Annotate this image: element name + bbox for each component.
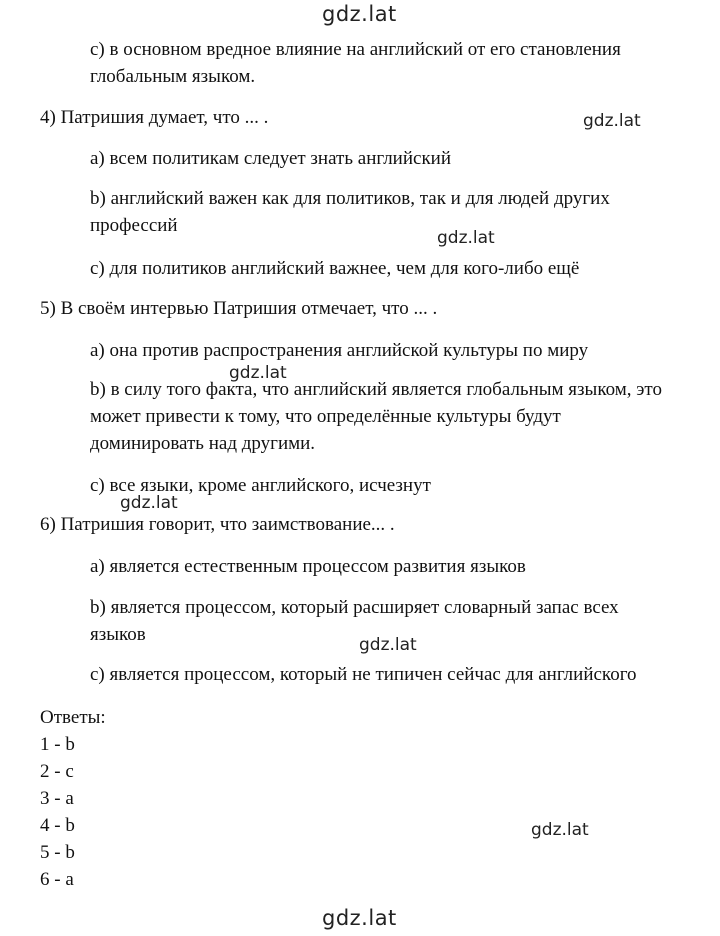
q6-option-b-line1: b) является процессом, который расширяет словарный запас всех — [90, 597, 619, 618]
watermark: gdz.lat — [437, 228, 495, 248]
answer-item: 6 - a — [40, 869, 74, 890]
answer-item: 3 - a — [40, 788, 74, 809]
answer-item: 4 - b — [40, 815, 75, 836]
watermark: gdz.lat — [322, 906, 397, 930]
q3-option-c-line1: c) в основном вредное влияние на английский от его становления — [90, 39, 621, 60]
watermark: gdz.lat — [583, 111, 641, 131]
q4-option-c: c) для политиков английский важнее, чем для кого-либо ещё — [90, 258, 580, 279]
answer-item: 1 - b — [40, 734, 75, 755]
q5-option-b-line2: может привести к тому, что определённые культуры будут — [90, 406, 561, 427]
answer-item: 5 - b — [40, 842, 75, 863]
q4-option-a: a) всем политикам следует знать английский — [90, 148, 452, 169]
answers-title: Ответы: — [40, 707, 106, 728]
watermark: gdz.lat — [531, 820, 589, 840]
q6-option-b-line2: языков — [90, 624, 146, 645]
watermark: gdz.lat — [359, 635, 417, 655]
q3-option-c-line2: глобальным языком. — [90, 66, 256, 87]
watermark: gdz.lat — [322, 2, 397, 26]
watermark: gdz.lat — [229, 363, 287, 383]
q5-option-b-line3: доминировать над другими. — [90, 433, 316, 454]
q5-option-a: a) она против распространения английской культуры по миру — [90, 340, 589, 361]
q6-question: 6) Патришия говорит, что заимствование... . — [40, 514, 395, 535]
q5-option-c: c) все языки, кроме английского, исчезнут — [90, 475, 431, 496]
q4-question: 4) Патришия думает, что ... . — [40, 107, 269, 128]
answer-item: 2 - c — [40, 761, 74, 782]
q6-option-c: c) является процессом, который не типичен сейчас для английского — [90, 664, 637, 685]
q5-question: 5) В своём интервью Патришия отмечает, что ... . — [40, 298, 438, 319]
q4-option-b-line1: b) английский важен как для политиков, так и для людей других — [90, 188, 610, 209]
q6-option-a: a) является естественным процессом развития языков — [90, 556, 526, 577]
watermark: gdz.lat — [120, 493, 178, 513]
q4-option-b-line2: профессий — [90, 215, 178, 236]
q5-option-b-line1: b) в силу того факта, что английский является глобальным языком, это — [90, 379, 662, 400]
